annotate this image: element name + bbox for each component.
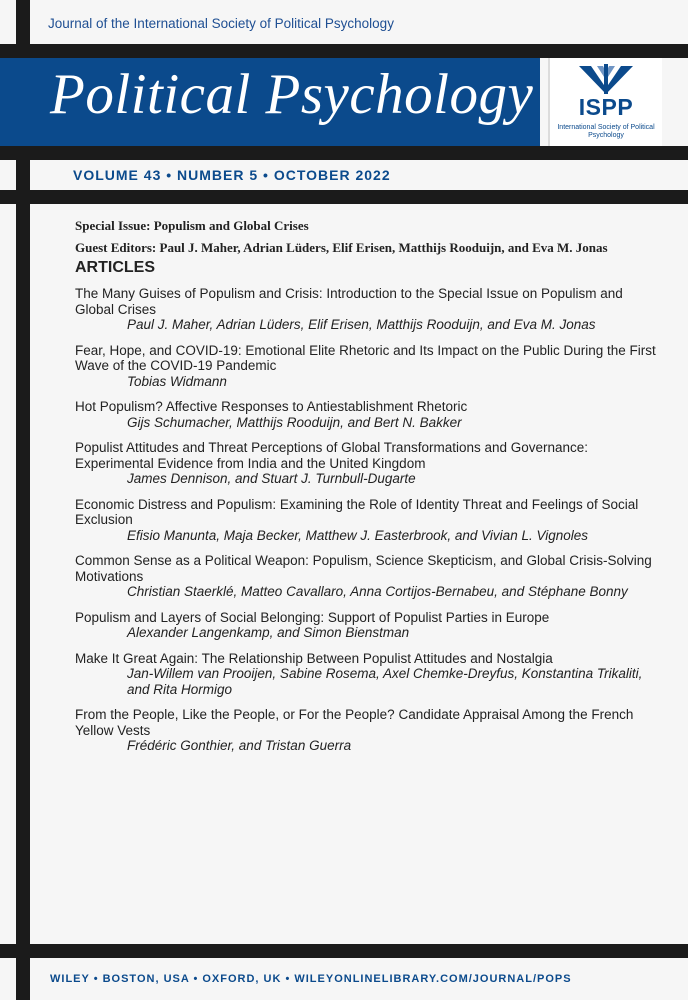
issue-info: VOLUME 43 • NUMBER 5 • OCTOBER 2022 — [73, 167, 391, 183]
logo-subtitle: International Society of Political Psychology — [557, 124, 655, 139]
article-authors: Frédéric Gonthier, and Tristan Guerra — [127, 738, 352, 753]
article-entry — [75, 399, 665, 430]
article-title: Fear, Hope, and COVID-19: Emotional Elite Rhetoric and Its Impact on the Public During the First Wave of the COVID-19 Pandemic — [75, 342, 656, 373]
article-entry — [75, 286, 665, 333]
guest-editors: Guest Editors: Paul J. Maher, Adrian Lüders, Elif Erisen, Matthijs Rooduijn, and Eva M. Jonas — [75, 240, 608, 255]
article-title: Economic Distress and Populism: Examining the Role of Identity Threat and Feelings of Social Exclusion — [75, 496, 639, 527]
article-authors: Efisio Manunta, Maja Becker, Matthew J. Easterbrook, and Vivian L. Vignoles — [127, 527, 588, 543]
article-entry — [75, 440, 665, 487]
frame-bar-top — [0, 44, 688, 58]
frame-bar-bottom — [0, 944, 688, 958]
article-title: Hot Populism? Affective Responses to Antiestablishment Rhetoric — [75, 399, 468, 414]
article-authors: Paul J. Maher, Adrian Lüders, Elif Erisen, Matthijs Rooduijn, and Eva M. Jonas — [127, 317, 596, 332]
articles-heading: ARTICLES — [75, 259, 155, 276]
journal-title: Political Psychology — [50, 63, 534, 126]
frame-bar-under-issue — [0, 190, 688, 204]
article-title: Common Sense as a Political Weapon: Populism, Science Skepticism, and Global Crisis-Solving Motivations — [75, 553, 652, 584]
article-entry — [75, 553, 665, 600]
journal-subtitle: Journal of the International Society of Political Psychology — [48, 16, 394, 31]
frame-bar-under-title — [0, 146, 688, 160]
article-authors: Christian Staerklé, Matteo Cavallaro, Anna Cortijos-Bernabeu, and Stéphane Bonny — [127, 584, 628, 599]
article-entry — [75, 343, 665, 390]
article-entry — [75, 651, 665, 698]
table-of-contents — [75, 218, 665, 764]
article-entry — [75, 707, 665, 754]
article-authors: Alexander Langenkamp, and Simon Bienstman — [127, 625, 410, 640]
article-authors: Gijs Schumacher, Matthijs Rooduijn, and Bert N. Bakker — [127, 414, 462, 430]
article-title: Make It Great Again: The Relationship Between Populist Attitudes and Nostalgia — [75, 650, 553, 666]
article-title: Populism and Layers of Social Belonging: Support of Populist Parties in Europe — [75, 609, 550, 625]
article-entry — [75, 497, 665, 544]
ispp-emblem-icon — [577, 64, 635, 96]
logo-acronym: ISPP — [578, 94, 634, 120]
article-title: Populist Attitudes and Threat Perceptions of Global Transformations and Governance: Experimental Evidence from India and the United Kingdom — [75, 440, 589, 471]
article-authors: Tobias Widmann — [127, 373, 227, 389]
special-issue-label: Special Issue: Populism and Global Crises — [75, 218, 309, 233]
article-authors: James Dennison, and Stuart J. Turnbull-Dugarte — [127, 471, 416, 486]
ispp-logo — [548, 58, 662, 146]
article-title: The Many Guises of Populism and Crisis: Introduction to the Special Issue on Populism and Global Crises — [75, 286, 623, 317]
publisher-footer: WILEY • BOSTON, USA • OXFORD, UK • WILEYONLINELIBRARY.COM/JOURNAL/POPS — [50, 973, 572, 985]
article-entry — [75, 610, 665, 641]
article-authors: Jan-Willem van Prooijen, Sabine Rosema, Axel Chemke-Dreyfus, Konstantina Trikaliti, and Rita Hormigo — [127, 666, 643, 697]
article-title: From the People, Like the People, or For the People? Candidate Appraisal Among the French Yellow Vests — [75, 707, 634, 738]
